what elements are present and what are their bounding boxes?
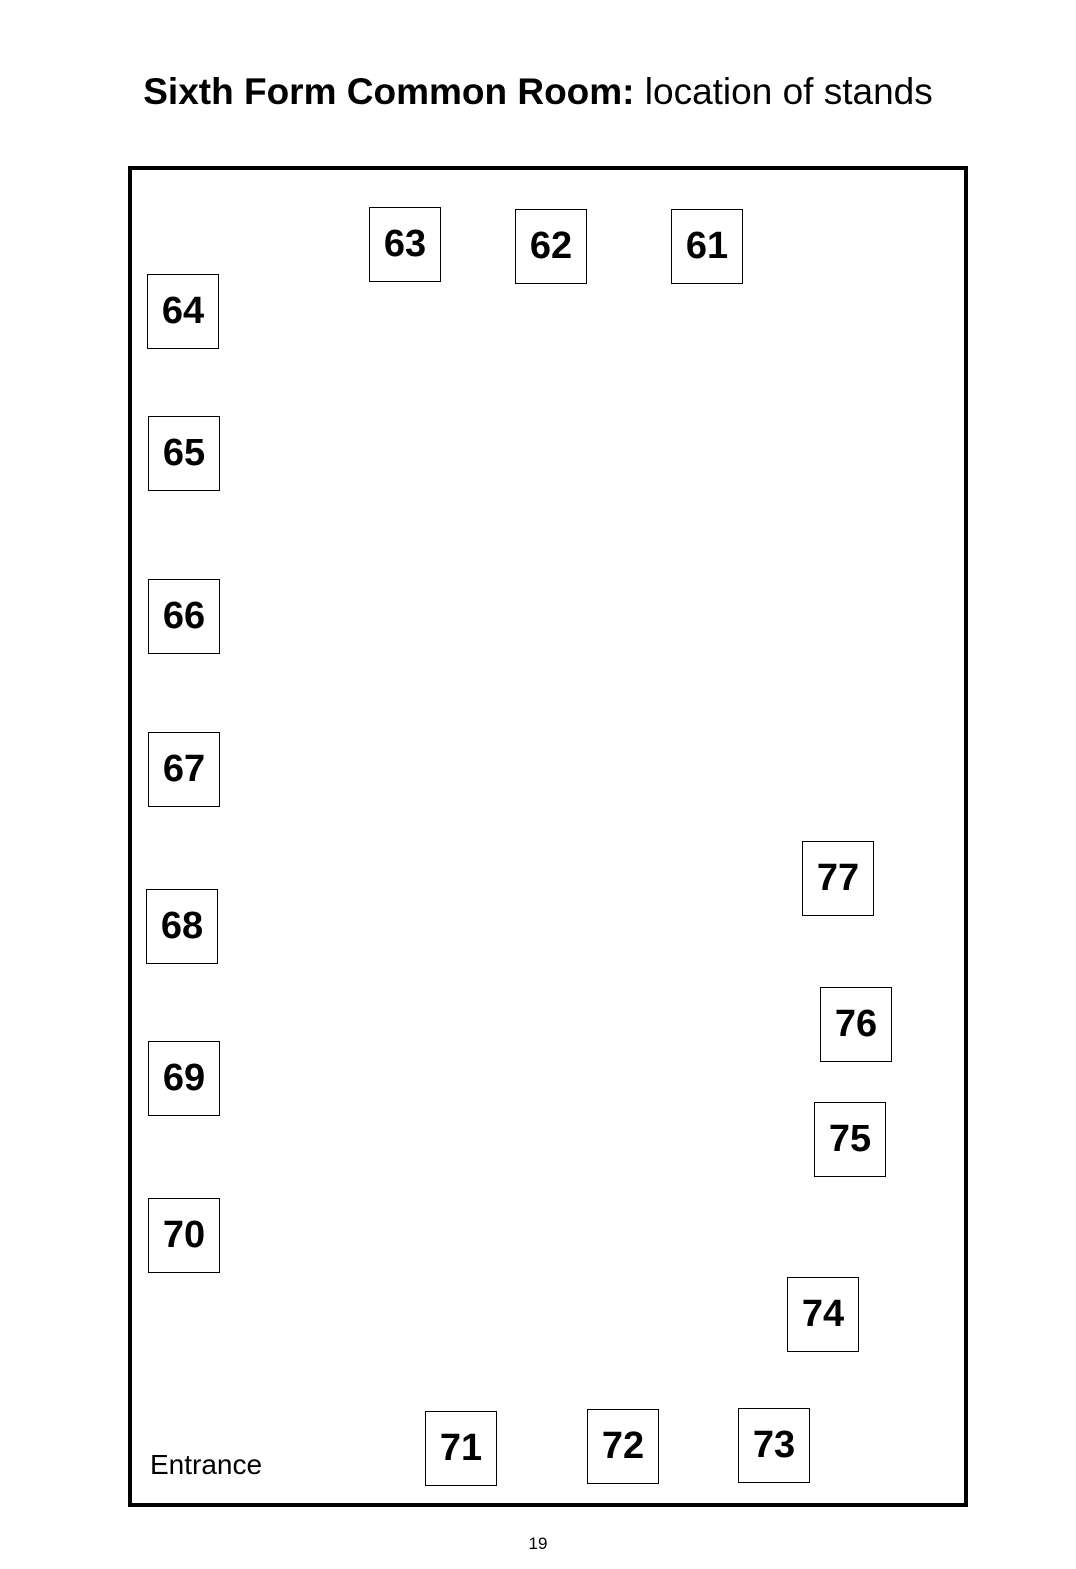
stand-75: 75 [814, 1102, 886, 1177]
stand-68: 68 [146, 889, 218, 964]
stand-62: 62 [515, 209, 587, 284]
stand-61: 61 [671, 209, 743, 284]
page-number: 19 [528, 1534, 548, 1553]
title-bold: Sixth Form Common Room: [143, 71, 635, 112]
stand-70: 70 [148, 1198, 220, 1273]
page-title [0, 68, 1076, 116]
stand-71: 71 [425, 1411, 497, 1486]
stand-76: 76 [820, 987, 892, 1062]
stand-74: 74 [787, 1277, 859, 1352]
entrance-label: Entrance [150, 1449, 263, 1480]
stand-64: 64 [147, 274, 219, 349]
stand-67: 67 [148, 732, 220, 807]
title-rest: location of stands [634, 71, 933, 112]
stand-66: 66 [148, 579, 220, 654]
stand-63: 63 [369, 207, 441, 282]
stand-69: 69 [148, 1041, 220, 1116]
stand-73: 73 [738, 1408, 810, 1483]
stand-77: 77 [802, 841, 874, 916]
stand-65: 65 [148, 416, 220, 491]
stand-72: 72 [587, 1409, 659, 1484]
